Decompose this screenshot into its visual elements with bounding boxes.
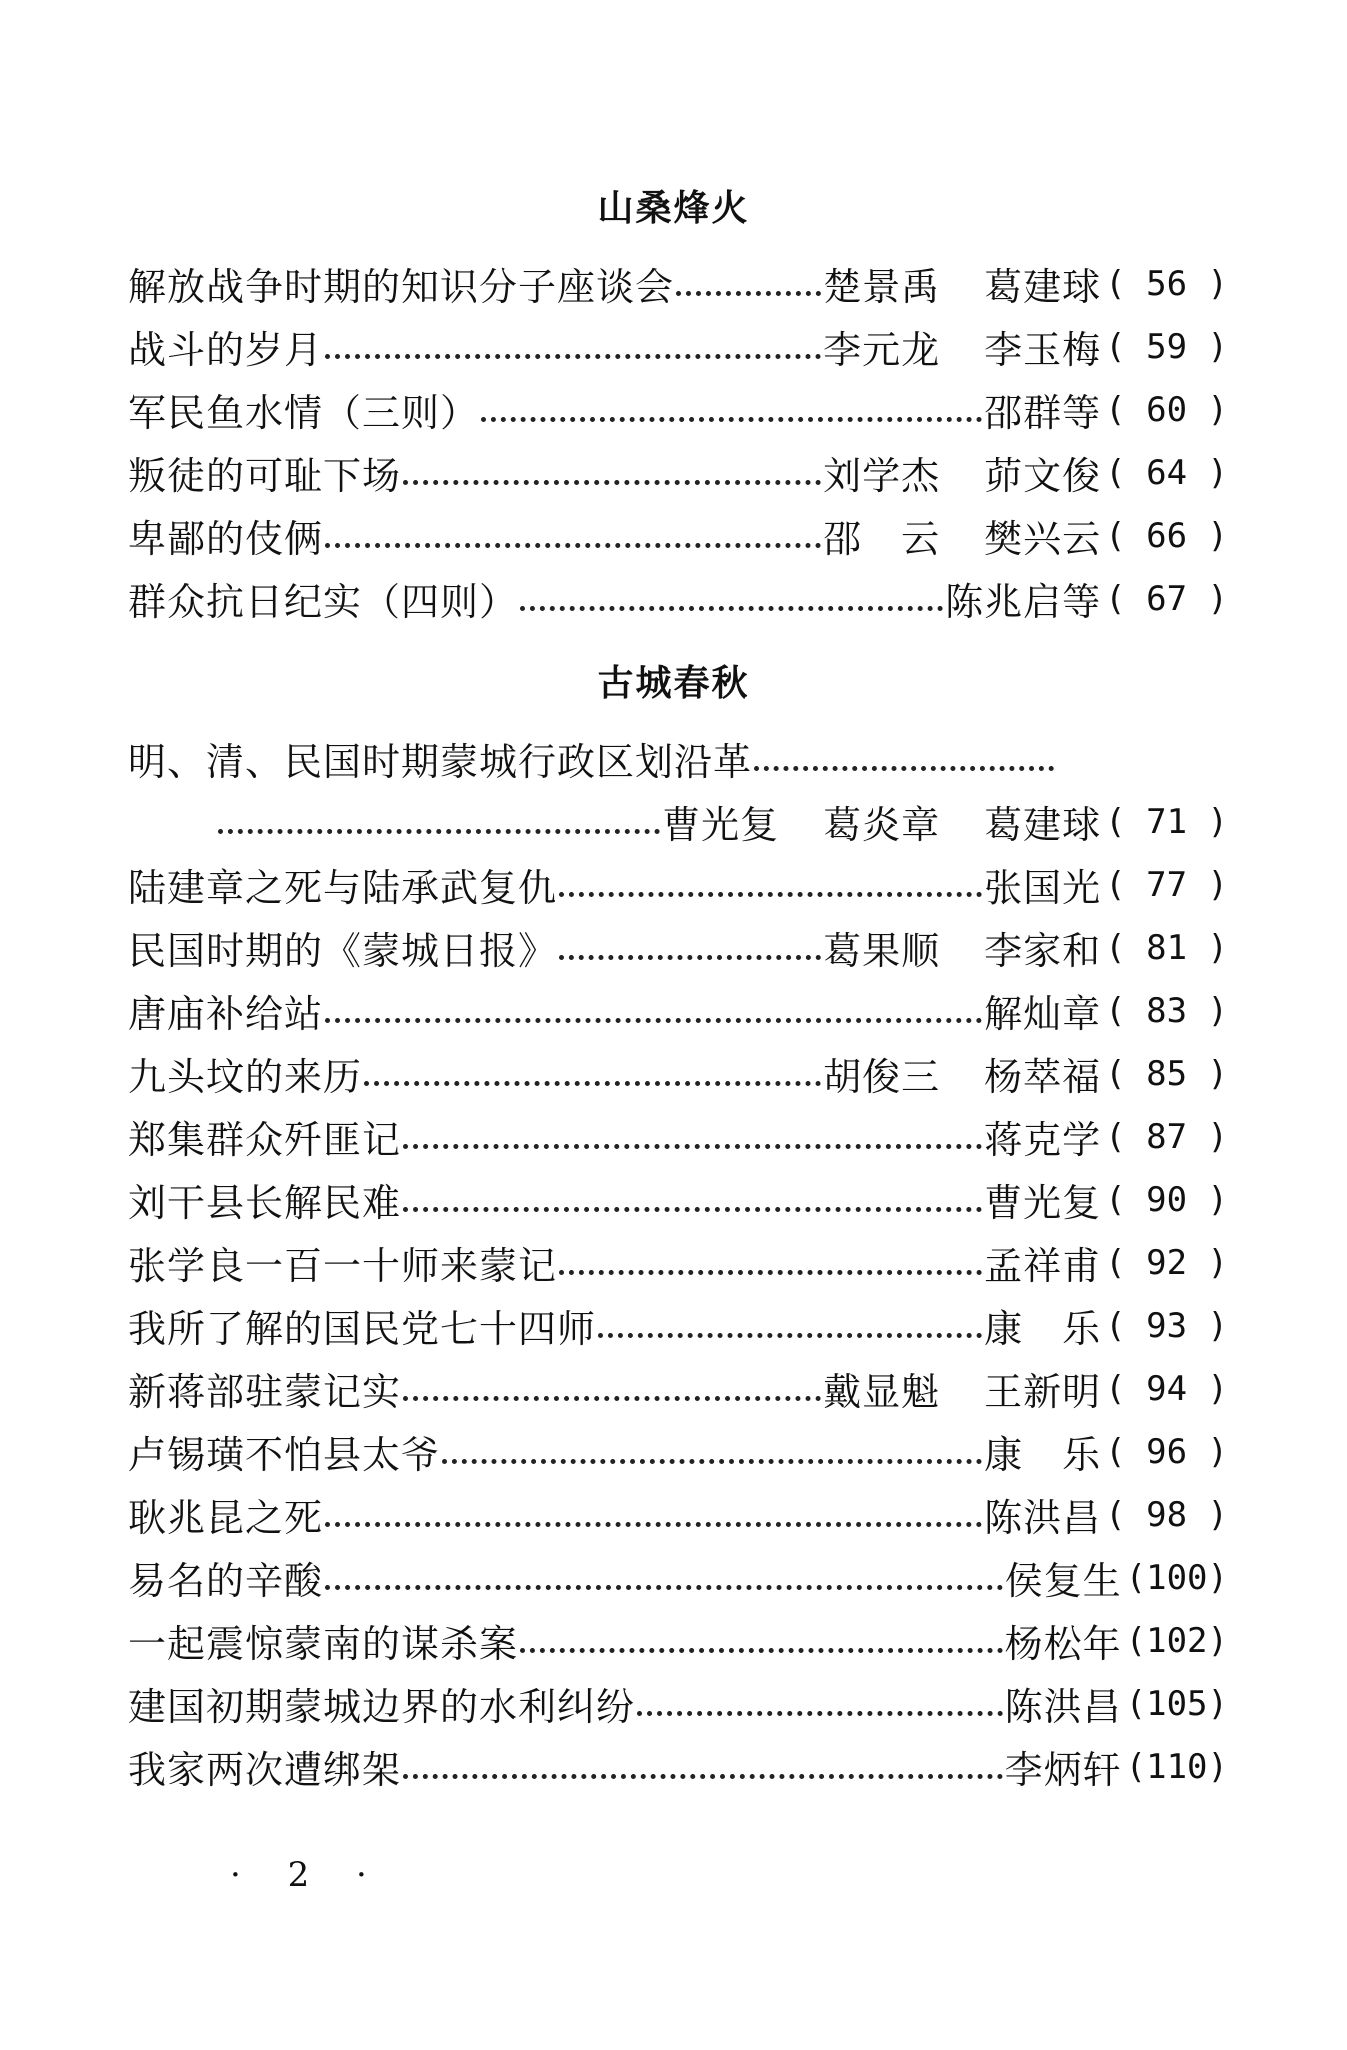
entry-authors [1005, 1613, 1122, 1668]
author-name: 葛建球 [984, 265, 1102, 309]
author-name: 李炳轩 [1004, 1748, 1122, 1792]
entry-title: 群众抗日纪实（四则） [128, 580, 519, 624]
toc-entry [128, 727, 1228, 790]
entry-authors [823, 319, 1101, 374]
author-name: 张国光 [984, 866, 1102, 910]
author-name: 曹光复 [662, 803, 780, 847]
author-name: 陈洪昌 [1004, 1685, 1122, 1729]
entry-authors [984, 983, 1101, 1038]
dot-leader [403, 1762, 1003, 1779]
dot-leader [559, 1258, 982, 1275]
dot-leader [325, 342, 821, 359]
entry-page: ( 56 ) [1105, 263, 1228, 304]
toc-entry [128, 1168, 1228, 1231]
author-name: 杨松年 [1004, 1622, 1122, 1666]
author-name: 李元龙 [823, 328, 941, 372]
entry-title: 九头坟的来历 [128, 1055, 363, 1099]
author-name: 邵 云 [823, 517, 941, 561]
entry-title: 军民鱼水情（三则） [128, 391, 480, 435]
entry-title: 明、清、民国时期蒙城行政区划沿革 [128, 740, 753, 784]
entry-authors [984, 1487, 1101, 1542]
dot-leader [520, 594, 943, 611]
dot-leader [442, 1447, 982, 1464]
toc-entry [128, 1105, 1228, 1168]
entry-authors [662, 794, 1101, 849]
entry-page: (110) [1125, 1746, 1228, 1787]
dot-leader [520, 1636, 1003, 1653]
entry-authors [984, 1298, 1101, 1353]
author-name: 孟祥甫 [984, 1244, 1102, 1288]
dot-leader [754, 754, 1054, 771]
toc-entry [128, 315, 1228, 378]
entry-authors [1005, 1550, 1122, 1605]
toc-entry [128, 1231, 1228, 1294]
author-name: 樊兴云 [984, 517, 1102, 561]
entry-page: (100) [1125, 1557, 1228, 1598]
author-name: 戴显魁 [823, 1370, 941, 1414]
section-title: 山桑烽火 [597, 188, 750, 229]
dot-leader [403, 1384, 821, 1401]
entry-title: 我所了解的国民党七十四师 [128, 1307, 597, 1351]
entry-title: 陆建章之死与陆承武复仇 [128, 866, 558, 910]
entry-page: ( 66 ) [1105, 515, 1228, 556]
author-name: 康 乐 [984, 1307, 1102, 1351]
author-name: 楚景禹 [823, 265, 941, 309]
entry-title: 建国初期蒙城边界的水利纠纷 [128, 1685, 636, 1729]
entry-page: (102) [1125, 1620, 1228, 1661]
dot-leader [403, 1195, 982, 1212]
dot-leader [598, 1321, 982, 1338]
entry-page: ( 93 ) [1105, 1305, 1228, 1346]
toc-entry [128, 504, 1228, 567]
page-number: · 2 · [230, 1855, 385, 1895]
toc-entry [128, 1546, 1228, 1609]
author-name: 杨萃福 [984, 1055, 1102, 1099]
author-name: 葛建球 [984, 803, 1102, 847]
entry-title: 耿兆昆之死 [128, 1496, 324, 1540]
entry-page: (105) [1125, 1683, 1228, 1724]
entry-title: 我家两次遭绑架 [128, 1748, 402, 1792]
entry-page: ( 59 ) [1105, 326, 1228, 367]
entry-authors [823, 256, 1101, 311]
entry-authors [1005, 1739, 1122, 1794]
author-name: 解灿章 [984, 992, 1102, 1036]
entry-title: 新蒋部驻蒙记实 [128, 1370, 402, 1414]
entry-authors [823, 920, 1101, 975]
entry-authors [984, 857, 1101, 912]
author-name: 陈兆启等 [945, 580, 1102, 624]
author-name: 茆文俊 [984, 454, 1102, 498]
toc-entry [128, 853, 1228, 916]
author-name: 陈洪昌 [984, 1496, 1102, 1540]
toc-entry [128, 378, 1228, 441]
dot-leader [325, 1510, 982, 1527]
toc-entry [128, 979, 1228, 1042]
entry-title: 叛徒的可耻下场 [128, 454, 402, 498]
toc-list [128, 727, 1228, 1798]
toc-entry [128, 1420, 1228, 1483]
entry-title: 唐庙补给站 [128, 992, 324, 1036]
entry-authors [984, 1172, 1101, 1227]
entry-title: 一起震惊蒙南的谋杀案 [128, 1622, 519, 1666]
dot-leader [403, 1132, 982, 1149]
author-name: 李家和 [984, 929, 1102, 973]
entry-title: 易名的辛酸 [128, 1559, 324, 1603]
toc-entry [128, 252, 1228, 315]
section-title: 古城春秋 [597, 663, 750, 704]
toc-entry [128, 1609, 1228, 1672]
entry-page: ( 90 ) [1105, 1179, 1228, 1220]
author-name: 刘学杰 [823, 454, 941, 498]
dot-leader [559, 943, 821, 960]
entry-authors [1005, 1676, 1122, 1731]
entry-page: ( 67 ) [1105, 578, 1228, 619]
entry-page: ( 85 ) [1105, 1053, 1228, 1094]
toc-entry [128, 1735, 1228, 1798]
toc-entry [128, 916, 1228, 979]
entry-title: 刘干县长解民难 [128, 1181, 402, 1225]
toc-entry [128, 1672, 1228, 1735]
author-name: 侯复生 [1004, 1559, 1122, 1603]
dot-leader [325, 1573, 1003, 1590]
author-name: 王新明 [984, 1370, 1102, 1414]
entry-page: ( 64 ) [1105, 452, 1228, 493]
entry-page: ( 96 ) [1105, 1431, 1228, 1472]
dot-leader [364, 1069, 821, 1086]
dot-leader [325, 531, 821, 548]
entry-page: ( 98 ) [1105, 1494, 1228, 1535]
entry-page: ( 94 ) [1105, 1368, 1228, 1409]
dot-leader [325, 1006, 982, 1023]
entry-title: 民国时期的《蒙城日报》 [128, 929, 558, 973]
entry-page: ( 77 ) [1105, 864, 1228, 905]
entry-title: 解放战争时期的知识分子座谈会 [128, 265, 675, 309]
toc-entry [128, 567, 1228, 630]
entry-title: 战斗的岁月 [128, 328, 324, 372]
dot-leader [559, 880, 982, 897]
entry-authors [984, 1235, 1101, 1290]
toc-entry [128, 790, 1228, 853]
entry-title: 郑集群众歼匪记 [128, 1118, 402, 1162]
toc-entry [128, 1294, 1228, 1357]
entry-page: ( 83 ) [1105, 990, 1228, 1031]
entry-title: 张学良一百一十师来蒙记 [128, 1244, 558, 1288]
dot-leader [218, 817, 660, 834]
author-name: 李玉梅 [984, 328, 1102, 372]
author-name: 蒋克学 [984, 1118, 1102, 1162]
entry-page: ( 87 ) [1105, 1116, 1228, 1157]
entry-authors [823, 445, 1101, 500]
entry-page: ( 81 ) [1105, 927, 1228, 968]
dot-leader [481, 405, 982, 422]
toc-entry [128, 1483, 1228, 1546]
author-name: 邵群等 [984, 391, 1102, 435]
entry-authors [823, 1361, 1101, 1416]
toc-list [128, 252, 1228, 630]
author-name: 葛炎章 [823, 803, 941, 847]
author-name: 康 乐 [984, 1433, 1102, 1477]
dot-leader [403, 468, 821, 485]
entry-title: 卢锡璜不怕县太爷 [128, 1433, 441, 1477]
entry-page: ( 60 ) [1105, 389, 1228, 430]
entry-authors [823, 508, 1101, 563]
entry-page: ( 71 ) [1105, 801, 1228, 842]
author-name: 胡俊三 [823, 1055, 941, 1099]
entry-page: ( 92 ) [1105, 1242, 1228, 1283]
toc-entry [128, 1042, 1228, 1105]
author-name: 曹光复 [984, 1181, 1102, 1225]
entry-title: 卑鄙的伎俩 [128, 517, 324, 561]
dot-leader [637, 1699, 1003, 1716]
dot-leader [676, 279, 821, 296]
entry-authors [823, 1046, 1101, 1101]
toc-entry [128, 441, 1228, 504]
entry-authors [945, 571, 1101, 626]
toc-entry [128, 1357, 1228, 1420]
entry-authors [984, 1109, 1101, 1164]
entry-authors [984, 382, 1101, 437]
author-name: 葛果顺 [823, 929, 941, 973]
entry-authors [984, 1424, 1101, 1479]
